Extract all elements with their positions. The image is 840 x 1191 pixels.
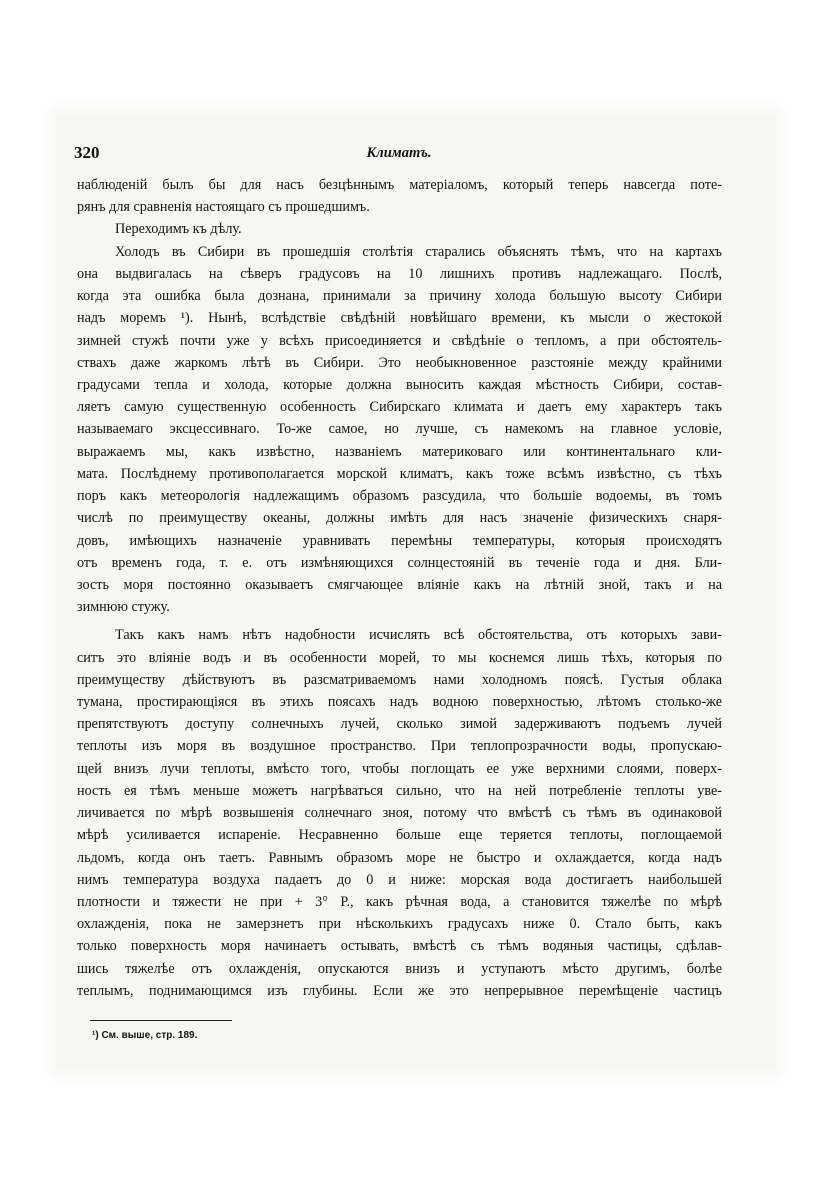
- text-line: Холодъ въ Сибири въ прошедшія столѣтія старались объяснять тѣмъ, что на картахъ: [115, 243, 722, 260]
- text-line: отъ временъ года, т. е. отъ измѣняющихся солнцестояній въ теченіе года и дня. Бли-: [77, 554, 722, 571]
- text-line: зость моря постоянно оказываетъ смягчающее вліяніе какъ на лѣтній зной, такъ и на: [77, 576, 722, 593]
- text-line: преимуществу дѣйствуютъ въ разсматриваемомъ нами холодномъ поясѣ. Густыя облака: [77, 671, 722, 688]
- text-line: надъ моремъ ¹). Нынѣ, вслѣдствіе свѣдѣній новѣйшаго времени, къ мысли о жестокой: [77, 310, 722, 327]
- page-number: 320: [74, 143, 100, 162]
- text-line: градусами тепла и холода, которые должна выносить каждая мѣстность Сибири, состав-: [77, 376, 722, 393]
- text-line: щей внизъ лучи теплоты, вмѣсто того, чтобы поглощать ее уже верхними слоями, поверх-: [77, 760, 722, 777]
- text-line: препятствуютъ доступу солнечныхъ лучей, сколько зимой задерживаютъ подъемъ лучей: [77, 716, 722, 733]
- page-header: [74, 143, 724, 165]
- text-line: ситъ это вліяніе водъ и въ особенности морей, то мы коснемся лишь тѣхъ, которыя по: [77, 649, 722, 666]
- body-text: [77, 174, 722, 1002]
- text-line: плотности и тяжести не при + 3° Р., какъ рѣчная вода, а становится тяжелѣе по мѣрѣ: [77, 894, 722, 910]
- text-line: называемаго эксцессивнаго. То-же самое, но лучше, съ намекомъ на главное условіе,: [77, 421, 722, 438]
- text-line: охлажденія, пока не замерзнетъ при нѣсколькихъ градусахъ ниже 0. Стало быть, какъ: [77, 916, 722, 933]
- footnote-rule: [90, 1020, 232, 1021]
- text-line: личивается по мѣрѣ возвышенія солнечнаго зноя, потому что вмѣстѣ съ тѣмъ въ одинаковой: [77, 805, 722, 822]
- text-line: когда эта ошибка была дознана, принимали за причину холода большую высоту Сибири: [77, 288, 722, 305]
- text-line: ность ея тѣмъ меньше можетъ нагрѣваться сильно, что на ней потребленіе теплоты уве-: [77, 782, 722, 799]
- text-line: Такъ какъ намъ нѣтъ надобности исчислять всѣ обстоятельства, отъ которыхъ зави-: [115, 627, 722, 644]
- text-line: теплоты изъ моря въ воздушное пространство. При теплопрозрачности воды, пропускаю-: [77, 738, 722, 755]
- text-line: теплымъ, поднимающимся изъ глубины. Если же это непрерывное перемѣщеніе частицъ: [77, 982, 722, 999]
- text-line: ляетъ самую существенную особенность Сибирскаго климата и даетъ ему характеръ такъ: [77, 399, 722, 416]
- text-line: нимъ температура воздуха падаетъ до 0 и ниже: морская вода достигаетъ наибольшей: [77, 871, 722, 888]
- text-line: шись тяжелѣе отъ охлажденія, опускаются внизъ и уступаютъ мѣсто другимъ, болѣе: [77, 960, 722, 977]
- text-line: зимней стужѣ почти уже у всѣхъ присоединяется и свѣдѣніе о тепломъ, а при обстоятель-: [77, 332, 722, 349]
- text-line: ствахъ даже жаркомъ лѣтѣ въ Сибири. Это необыкновенное разстояніе между крайними: [77, 354, 722, 371]
- text-line: мата. Послѣднему противополагается морской климатъ, какъ тоже всѣмъ извѣстно, съ тѣхъ: [77, 465, 722, 482]
- text-line: поръ какъ метеорологія надлежащимъ образомъ разсудила, что большіе водоемы, въ томъ: [77, 488, 722, 505]
- footnote: ¹) См. выше, стр. 189.: [92, 1030, 198, 1041]
- text-line: только поверхность моря начинаетъ остывать, вмѣстѣ съ тѣмъ водяныя частицы, сдѣлав-: [77, 938, 722, 955]
- text-line: выражаемъ мы, какъ извѣстно, названіемъ материковаго или континентальнаго кли-: [77, 443, 722, 460]
- text-line: наблюденій былъ бы для насъ безцѣннымъ матеріаломъ, который теперь навсегда поте-: [77, 177, 722, 193]
- text-line: зимнюю стужу.: [77, 599, 170, 616]
- running-title: Климатъ.: [366, 145, 432, 161]
- text-line: Переходимъ къ дѣлу.: [115, 221, 242, 238]
- text-line: она выдвигалась на сѣверъ градусовъ на 10 лишнихъ противъ надлежащаго. Послѣ,: [77, 265, 722, 282]
- text-line: рянъ для сравненія настоящаго съ прошедшимъ.: [77, 199, 370, 216]
- text-line: тумана, простирающіяся въ этихъ поясахъ надъ водною поверхностью, лѣтомъ столько-же: [77, 694, 722, 711]
- text-line: довъ, имѣющихъ назначеніе уравнивать перемѣны температуры, которыя происходятъ: [77, 532, 722, 549]
- text-line: льдомъ, когда онъ таетъ. Равнымъ образомъ море не быстро и охлаждается, когда надъ: [77, 849, 722, 866]
- text-line: мѣрѣ усиливается испареніе. Несравненно больше еще теряется теплоты, поглощаемой: [77, 827, 722, 844]
- text-line: числѣ по преимуществу океаны, должны имѣть для насъ значеніе физическихъ снаря-: [77, 510, 722, 527]
